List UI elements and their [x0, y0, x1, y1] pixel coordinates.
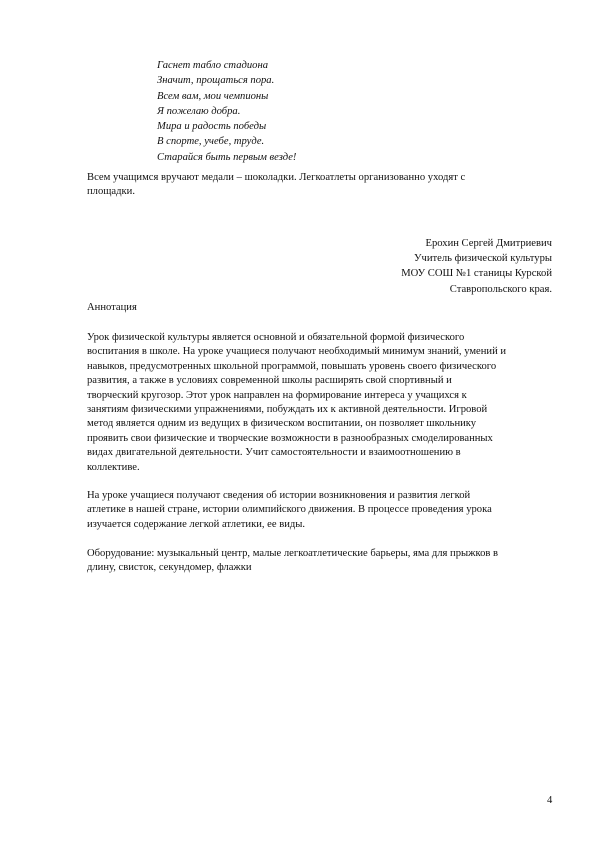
paragraph-line: коллективе.: [87, 461, 140, 473]
poem-line: В спорте, учебе, труде.: [157, 136, 265, 148]
page-number: 4: [547, 795, 553, 806]
poem-line: Я пожелаю добра.: [157, 105, 241, 117]
paragraph-line: атлетике в нашей стране, истории олимпийского движения. В процессе проведения урока: [87, 504, 492, 516]
author-region: Ставропольского края.: [449, 283, 552, 295]
paragraph-line: изучается содержание легкой атлетики, ее виды.: [87, 518, 306, 530]
poem-line: Значит, прощаться пора.: [157, 75, 275, 87]
author-signature: [401, 236, 552, 297]
paragraph-line: проявить свои физические и творческие возможности в разнообразных смоделированных: [87, 432, 493, 444]
poem-line: Гаснет табло стадиона: [157, 60, 268, 71]
author-name: Ерохин Сергей Дмитриевич: [425, 238, 552, 249]
paragraph-line: занятиям физическими упражнениями, побуждать их к активной деятельности. Игровой: [87, 404, 488, 416]
paragraph-line: воспитания в школе. На уроке учащиеся получают необходимый минимум знаний, умений и: [87, 346, 507, 358]
poem-line: Мира и радость победы: [157, 121, 267, 133]
annotation-heading: Аннотация: [87, 302, 137, 313]
paragraph-line: Урок физической культуры является основной и обязательной формой физического: [87, 332, 465, 343]
poem-line: Старайся быть первым везде!: [157, 151, 297, 163]
poem-block: [157, 58, 296, 165]
author-school: МОУ СОШ №1 станицы Курской: [401, 268, 552, 280]
paragraph-line: развития, а также в условиях современной школы расширять свой спортивный и: [87, 375, 452, 387]
paragraph-line: видах двигательной деятельности. Учит самостоятельности и взаимоотношению в: [87, 447, 461, 459]
paragraph-line: Всем учащимся вручают медали – шоколадки. Легкоатлеты организованно уходят с: [87, 172, 466, 183]
poem-line: Всем вам, мои чемпионы: [157, 90, 269, 102]
history-paragraph: [87, 489, 557, 532]
paragraph-line: Оборудование: музыкальный центр, малые легкоатлетические барьеры, яма для прыжков в: [87, 548, 499, 559]
paragraph-line: навыков, предусмотренных школьной программой, повышать уровень своего физического: [87, 360, 497, 372]
paragraph-line: метод является одним из ведущих в физическом воспитании, он позволяет школьнику: [87, 418, 477, 430]
closing-paragraph: [87, 171, 557, 200]
paragraph-line: площадки.: [87, 186, 135, 198]
paragraph-line: творческий кругозор. Этот урок направлен на формирование интереса у учащихся к: [87, 389, 467, 401]
annotation-paragraph: [87, 331, 557, 475]
paragraph-line: длину, свисток, секундомер, флажки: [87, 562, 252, 574]
equipment-paragraph: [87, 547, 557, 576]
author-position: Учитель физической культуры: [414, 253, 552, 265]
paragraph-line: На уроке учащиеся получают сведения об истории возникновения и развития легкой: [87, 490, 471, 501]
